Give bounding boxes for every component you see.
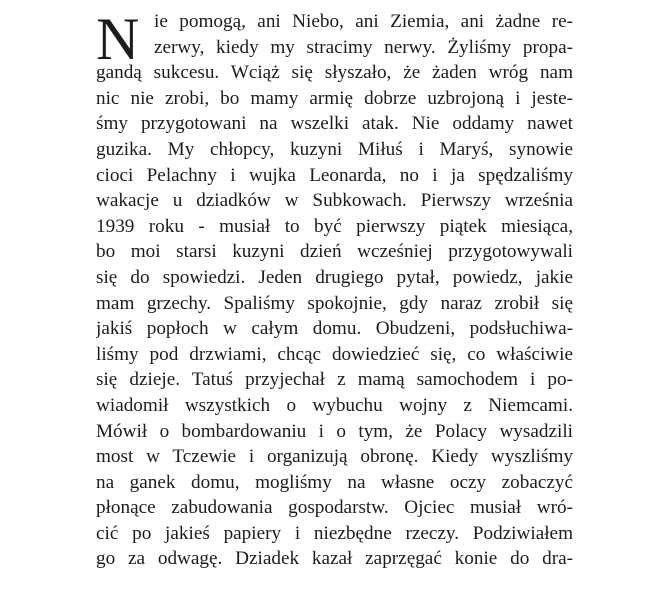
text-line-11: się do spowiedzi. Jeden drugiego pytał, powiedz, jakie (96, 266, 573, 288)
text-line-16: wiadomił wszystkich o wybuchu wojny z Niemcami. (96, 394, 573, 416)
text-line-8: wakacje u dziadków w Subkowach. Pierwszy września (96, 190, 573, 212)
drop-cap-letter: N (96, 6, 140, 72)
text-line-13: jakiś popłoch w całym domu. Obudzeni, podsłuchiwa- (96, 318, 573, 340)
text-line-22: go za odwagę. Dziadek kazał zaprzęgać konie do dra- (96, 548, 573, 570)
text-line-9: 1939 roku - musiał to być pierwszy piątek miesiąca, (96, 215, 573, 237)
text-line-3: gandą sukcesu. Wciąż się słyszało, że żaden wróg nam (96, 62, 573, 84)
text-line-5: śmy przygotowani na wszelki atak. Nie oddamy nawet (96, 113, 573, 135)
text-line-17: Mówił o bombardowaniu i o tym, że Polacy wysadzili (96, 420, 573, 442)
body-text (96, 6, 573, 572)
text-line-21: cić po jakieś papiery i niezbędne rzeczy. Podziwiałem (96, 522, 573, 544)
text-line-18: most w Tczewie i organizują obronę. Kiedy wyszliśmy (96, 446, 573, 468)
text-line-12: mam grzechy. Spaliśmy spokojnie, gdy naraz zrobił się (96, 292, 573, 314)
text-line-7: cioci Pelachny i wujka Leonarda, no i ja spędzaliśmy (96, 164, 573, 186)
text-line-6: guzika. My chłopcy, kuzyni Miłuś i Maryś, synowie (96, 138, 573, 160)
text-line-4: nic nie zrobi, bo mamy armię dobrze uzbrojoną i jeste- (96, 87, 573, 109)
text-line-10: bo moi starsi kuzyni dzień wcześniej przygotowywali (96, 241, 573, 263)
text-line-19: na ganek domu, mogliśmy na własne oczy zobaczyć (96, 471, 573, 493)
text-line-14: liśmy pod drzwiami, chcąc dowiedzieć się, co właściwie (96, 343, 573, 365)
text-line-15: się dzieje. Tatuś przyjechał z mamą samochodem i po- (96, 369, 573, 391)
text-line-20: płonące zabudowania gospodarstw. Ojciec musiał wró- (96, 497, 573, 519)
book-page (96, 0, 573, 602)
text-line-2: zerwy, kiedy my stracimy nerwy. Żyliśmy propa- (154, 36, 573, 58)
text-line-1: ie pomogą, ani Niebo, ani Ziemia, ani żadne re- (154, 11, 573, 32)
